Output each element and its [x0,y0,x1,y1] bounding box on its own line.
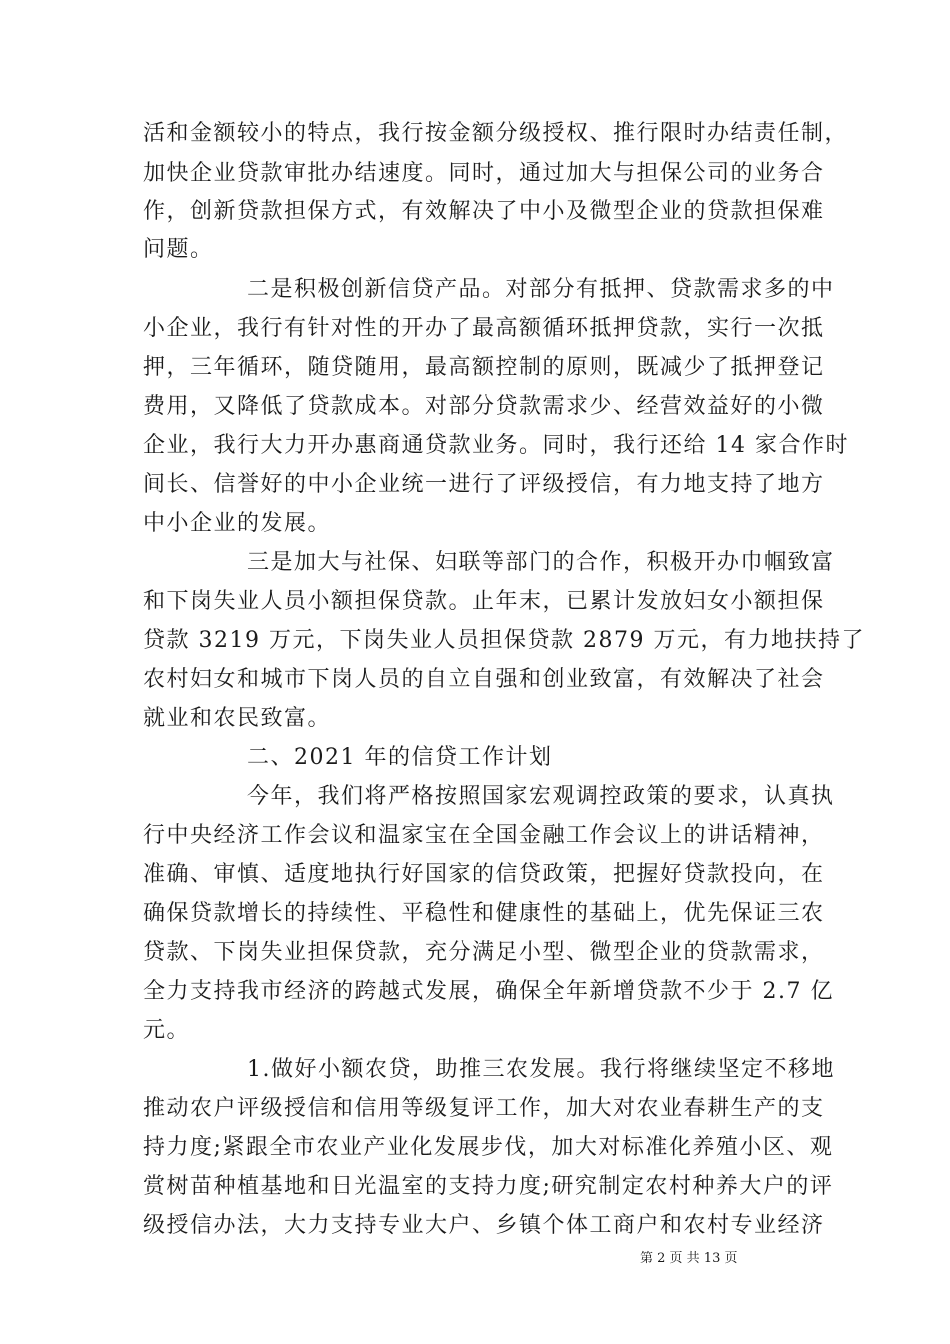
body-line: 推动农户评级授信和信用等级复评工作，加大对农业春耕生产的支 [143,1096,825,1121]
page-number-footer: 第 2 页 共 13 页 [640,1251,738,1266]
body-line: 加快企业贷款审批办结速度。同时，通过加大与担保公司的业务合 [143,161,825,186]
section-heading: 二、2021 年的信贷工作计划 [247,745,553,770]
body-line: 贷款 3219 万元，下岗失业人员担保贷款 2879 万元，有力地扶持了 [143,628,865,653]
body-line: 和下岗失业人员小额担保贷款。止年末，已累计发放妇女小额担保 [143,589,825,614]
body-line: 间长、信誉好的中小企业统一进行了评级授信，有力地支持了地方 [143,472,825,497]
body-line: 农村妇女和城市下岗人员的自立自强和创业致富，有效解决了社会 [143,667,825,692]
paragraph-start: 二是积极创新信贷产品。对部分有抵押、贷款需求多的中 [247,277,835,302]
body-line: 中小企业的发展。 [143,511,332,536]
body-line: 级授信办法，大力支持专业大户、乡镇个体工商户和农村专业经济 [143,1213,825,1238]
body-line: 企业，我行大力开办惠商通贷款业务。同时，我行还给 14 家合作时 [143,433,849,458]
body-line: 全力支持我市经济的跨越式发展，确保全年新增贷款不少于 2.7 亿 [143,979,834,1004]
body-line: 准确、审慎、适度地执行好国家的信贷政策，把握好贷款投向，在 [143,862,825,887]
body-line: 行中央经济工作会议和温家宝在全国金融工作会议上的讲话精神， [143,823,825,848]
body-line: 问题。 [143,237,214,262]
paragraph-start: 1.做好小额农贷，助推三农发展。我行将继续坚定不移地 [247,1057,835,1082]
body-line: 持力度;紧跟全市农业产业化发展步伐，加大对标准化养殖小区、观 [143,1135,834,1160]
body-line: 作，创新贷款担保方式，有效解决了中小及微型企业的贷款担保难 [143,199,825,224]
paragraph-start: 今年，我们将严格按照国家宏观调控政策的要求，认真执 [247,784,835,809]
body-line: 元。 [143,1018,191,1043]
body-line: 费用，又降低了贷款成本。对部分贷款需求少、经营效益好的小微 [143,394,825,419]
body-line: 赏树苗种植基地和日光温室的支持力度;研究制定农村种养大户的评 [143,1174,834,1199]
body-line: 贷款、下岗失业担保贷款，充分满足小型、微型企业的贷款需求， [143,940,825,965]
paragraph-start: 三是加大与社保、妇联等部门的合作，积极开办巾帼致富 [247,550,835,575]
body-line: 小企业，我行有针对性的开办了最高额循环抵押贷款，实行一次抵 [143,316,825,341]
body-line: 活和金额较小的特点，我行按金额分级授权、推行限时办结责任制， [143,121,849,146]
body-line: 押，三年循环，随贷随用，最高额控制的原则，既减少了抵押登记 [143,355,825,380]
body-line: 确保贷款增长的持续性、平稳性和健康性的基础上，优先保证三农 [143,901,825,926]
body-line: 就业和农民致富。 [143,706,332,731]
